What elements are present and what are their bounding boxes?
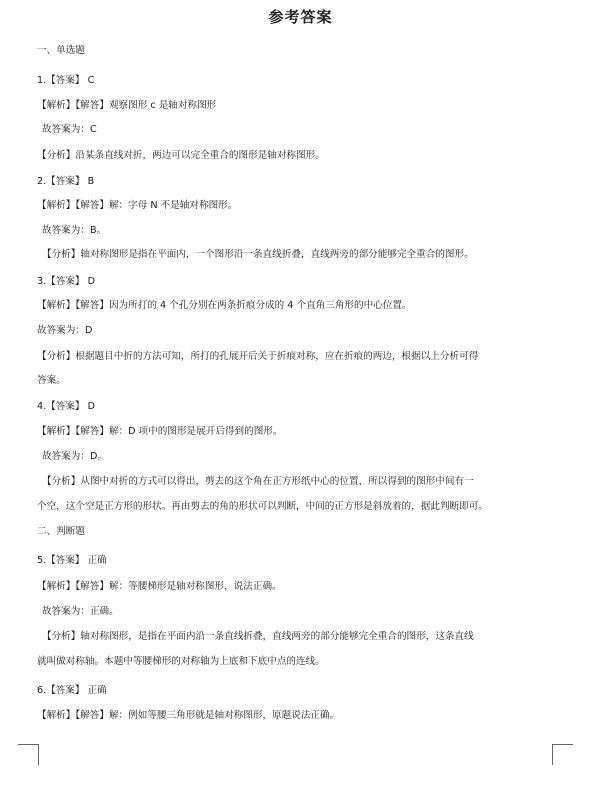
text-line: 一、单选题 — [37, 45, 85, 56]
text-line: 5.【答案】 正确 — [37, 555, 107, 566]
text-line: 【解析】【解答】因为所打的 4 个孔分别在两条折痕分成的 4 个直角三角形的中心位置。 — [37, 300, 412, 311]
text-line: 【分析】从图中对折的方式可以得出，剪去的这个角在正方形纸中心的位置，所以得到的图形中间有一 — [42, 476, 474, 487]
text-line: 二、判断题 — [37, 526, 85, 537]
text-line: 故答案为：D。 — [42, 451, 107, 462]
corner-mark-left — [18, 744, 39, 765]
text-line: 【解析】【解答】解：等腰梯形是轴对称图形，说法正确。 — [37, 581, 282, 592]
corner-mark-right — [552, 744, 573, 765]
text-line: 【解析】【解答】解：例如等腰三角形就是轴对称图形，原题说法正确。 — [37, 710, 340, 721]
text-line: 【分析】根据题目中折的方法可知，所打的孔展开后关于折痕对称，应在折痕的两边，根据以上分析可得 — [37, 351, 479, 362]
text-line: 2.【答案】 B — [37, 176, 95, 187]
text-line: 【解析】【解答】解：字母 N 不是轴对称图形。 — [37, 200, 238, 211]
text-line: 【解析】【解答】观察图形 c 是轴对称图形 — [37, 100, 217, 111]
text-line: 故答案为：B。 — [42, 225, 107, 236]
text-line: 1.【答案】 C — [37, 75, 95, 86]
text-line: 【解析】【解答】解：D 项中的图形是展开后得到的图形。 — [37, 426, 283, 437]
text-line: 【分析】沿某条直线对折，两边可以完全重合的图形是轴对称图形。 — [37, 150, 325, 161]
page-title: 参考答案 — [268, 8, 333, 26]
text-line: 3.【答案】 D — [37, 276, 95, 287]
text-line: 就叫做对称轴。本题中等腰梯形的对称轴为上底和下底中点的连线。 — [37, 656, 325, 667]
text-line: 故答案为：D — [37, 325, 93, 336]
text-line: 【分析】轴对称图形是指在平面内，一个图形沿一条直线折叠，直线两旁的部分能够完全重合的图形。 — [42, 249, 474, 260]
text-line: 故答案为：C — [42, 124, 97, 135]
text-line: 【分析】轴对称图形，是指在平面内沿一条直线折叠，直线两旁的部分能够完全重合的图形，这条直线 — [42, 631, 474, 642]
text-line: 4.【答案】 D — [37, 401, 95, 412]
text-line: 个空，这个空是正方形的形状。再由剪去的角的形状可以判断，中间的正方形是斜放着的，据此判断即可。 — [37, 501, 488, 512]
text-line: 答案。 — [37, 375, 66, 386]
text-line: 6.【答案】 正确 — [37, 685, 107, 696]
text-line: 故答案为：正确。 — [42, 606, 119, 617]
